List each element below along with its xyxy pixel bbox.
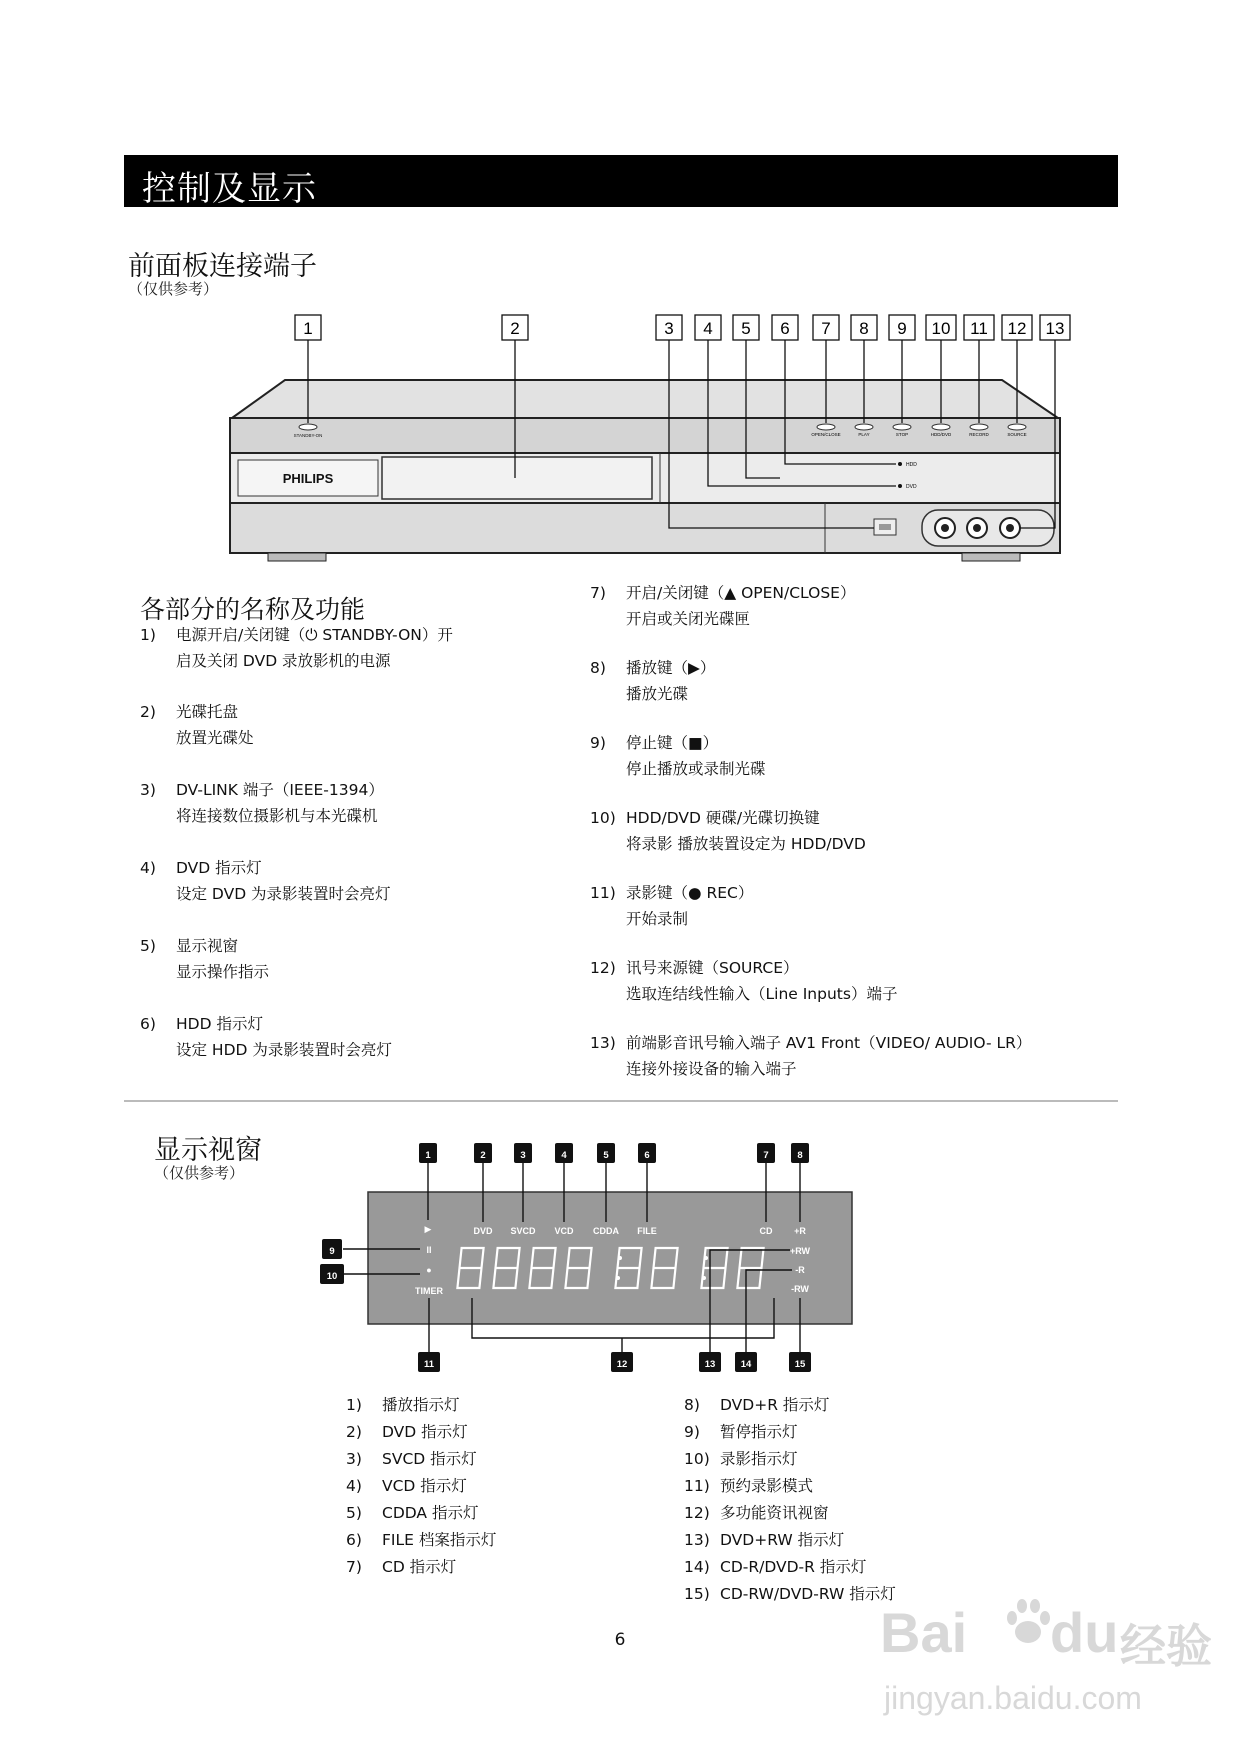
legend-text: CDDA 指示灯 (382, 1504, 479, 1522)
callout-boxes (295, 315, 1070, 340)
legend-num: 11) (684, 1477, 710, 1495)
legend-text: VCD 指示灯 (382, 1477, 467, 1495)
legend-num: 1) (346, 1396, 362, 1414)
dw-num-8: 8 (797, 1150, 803, 1161)
colon-dot-4 (702, 1276, 706, 1280)
dw-num-6: 6 (644, 1150, 650, 1161)
part-item-7 (590, 580, 855, 632)
dw-num-11: 11 (423, 1359, 435, 1370)
callout-num-9: 9 (897, 319, 907, 338)
colon-dot-2 (616, 1276, 620, 1280)
part-name: 停止键（■） (626, 734, 719, 752)
svcd-indicator: SVCD (510, 1226, 536, 1236)
pause-indicator-icon: II (426, 1245, 432, 1255)
disc-tray (382, 457, 652, 499)
legend-text: CD 指示灯 (382, 1558, 457, 1576)
display-window-subtitle: （仅供参考） (154, 1164, 245, 1182)
part-num: 12) (590, 959, 616, 977)
cd-indicator: CD (759, 1226, 773, 1236)
part-num: 6) (140, 1015, 156, 1033)
part-name: HDD/DVD 硬碟/光碟切换键 (626, 809, 820, 827)
brand-text: PHILIPS (282, 471, 334, 486)
legend-text: CD-R/DVD-R 指示灯 (720, 1558, 867, 1576)
legend-item-11 (684, 1473, 1004, 1500)
part-num: 4) (140, 859, 156, 877)
legend-text: DVD+R 指示灯 (720, 1396, 830, 1414)
part-desc: 显示操作指示 (176, 963, 270, 981)
display-panel (368, 1192, 852, 1324)
front-panel-subtitle: （仅供参考） (128, 280, 219, 298)
callout-num-8: 8 (859, 319, 869, 338)
play-indicator-icon: ▶ (424, 1224, 432, 1234)
part-desc: 连接外接设备的输入端子 (626, 1060, 797, 1078)
callout-num-3: 3 (664, 319, 674, 338)
part-desc: 播放光碟 (626, 685, 689, 703)
callout-num-6: 6 (780, 319, 790, 338)
legend-item-2 (346, 1419, 646, 1446)
stop-button (893, 424, 911, 430)
part-item-1 (140, 622, 453, 674)
dvd-led-label: DVD (906, 484, 917, 490)
dvd-led (898, 484, 902, 488)
legend-text: 暂停指示灯 (720, 1423, 798, 1441)
legend-text: 多功能资讯视窗 (720, 1504, 829, 1522)
part-desc: 开启或关闭光碟匣 (626, 610, 751, 628)
source-button (1008, 424, 1026, 430)
open-close-label: OPEN/CLOSE (811, 432, 841, 437)
plus-r-indicator: +R (794, 1226, 806, 1236)
part-item-13 (590, 1030, 1031, 1082)
play-button (855, 424, 873, 430)
part-num: 3) (140, 781, 156, 799)
standby-button (299, 424, 317, 430)
legend-item-8 (684, 1392, 1004, 1419)
page-number: 6 (614, 1630, 626, 1650)
dw-num-5: 5 (603, 1150, 609, 1161)
legend-num: 12) (684, 1504, 710, 1522)
part-desc: 开始录制 (626, 910, 689, 928)
display-window-diagram (0, 1130, 1240, 1380)
legend-item-13 (684, 1527, 1004, 1554)
part-desc: 选取连结线性输入（Line Inputs）端子 (626, 985, 898, 1003)
watermark-brand2: du (1050, 1601, 1119, 1664)
legend-text: 录影指示灯 (720, 1450, 798, 1468)
legend-item-1 (346, 1392, 646, 1419)
dw-num-14: 14 (740, 1359, 752, 1370)
source-label: SOURCE (1007, 432, 1027, 437)
part-desc: 将录影 播放装置设定为 HDD/DVD (626, 835, 866, 853)
front-panel-title: 前面板连接端子 (128, 251, 317, 282)
part-item-4 (140, 855, 391, 907)
legend-text: CD-RW/DVD-RW 指示灯 (720, 1585, 896, 1603)
part-num: 13) (590, 1034, 616, 1052)
cdda-indicator: CDDA (593, 1226, 619, 1236)
part-name: 录影键（● REC） (626, 884, 754, 902)
foot-right (962, 553, 1020, 561)
callout-num-10: 10 (931, 319, 951, 338)
dw-num-4: 4 (561, 1150, 567, 1161)
stop-label: STOP (895, 432, 909, 437)
legend-num: 6) (346, 1531, 362, 1549)
callout-num-11: 11 (970, 319, 988, 338)
part-item-11 (590, 880, 753, 932)
callout-num-12: 12 (1007, 319, 1027, 338)
part-num: 1) (140, 626, 156, 644)
dvd-indicator: DVD (473, 1226, 493, 1236)
dw-num-10: 10 (326, 1271, 338, 1282)
part-name: 播放键（▶） (626, 659, 716, 677)
audio-r-jack-center (1006, 524, 1014, 532)
timer-indicator: TIMER (415, 1286, 443, 1296)
legend-num: 15) (684, 1585, 710, 1603)
display-legend-right (684, 1392, 1004, 1608)
paw-icon (998, 1592, 1058, 1652)
minus-rw-indicator: -RW (791, 1284, 809, 1294)
dw-num-12: 12 (616, 1359, 628, 1370)
legend-item-9 (684, 1419, 1004, 1446)
record-button (970, 424, 988, 430)
part-desc: 停止播放或录制光碟 (626, 760, 766, 778)
audio-l-jack-center (973, 524, 981, 532)
plus-rw-indicator: +RW (789, 1246, 811, 1256)
part-name: 显示视窗 (176, 937, 239, 955)
part-name: 电源开启/关闭键（⏻ STANDBY-ON）开 (176, 626, 453, 644)
legend-num: 7) (346, 1558, 362, 1576)
legend-item-6 (346, 1527, 646, 1554)
part-num: 8) (590, 659, 606, 677)
legend-num: 13) (684, 1531, 710, 1549)
callout-num-4: 4 (703, 319, 713, 338)
part-name: HDD 指示灯 (176, 1015, 263, 1033)
legend-text: FILE 档案指示灯 (382, 1531, 497, 1549)
watermark-cn: 经验 (1120, 1620, 1212, 1672)
record-label: RECORD (969, 432, 989, 437)
hdd-dvd-label: HDD/DVD (930, 432, 952, 437)
part-name: DVD 指示灯 (176, 859, 262, 877)
callout-num-1: 1 (303, 319, 313, 338)
watermark-brand: Bai (880, 1601, 968, 1664)
callout-num-2: 2 (510, 319, 520, 338)
legend-text: DVD 指示灯 (382, 1423, 468, 1441)
part-name: 前端影音讯号输入端子 AV1 Front（VIDEO/ AUDIO- LR） (626, 1034, 1032, 1052)
dw-num-2: 2 (480, 1150, 486, 1161)
section-divider (124, 1100, 1118, 1102)
part-item-6 (140, 1011, 392, 1063)
part-item-9 (590, 730, 766, 782)
parts-title: 各部分的名称及功能 (140, 595, 366, 624)
part-desc: 将连接数位摄影机与本光碟机 (176, 807, 378, 825)
hdd-dvd-button (932, 424, 950, 430)
part-name: 讯号来源键（SOURCE） (626, 959, 799, 977)
legend-item-4 (346, 1473, 646, 1500)
video-jack-center (941, 524, 949, 532)
foot-left (268, 553, 326, 561)
callout-num-13: 13 (1045, 319, 1065, 338)
section-banner (124, 155, 1118, 207)
banner-title: 控制及显示 (142, 169, 317, 209)
part-num: 11) (590, 884, 616, 902)
part-name: 开启/关闭键（▲ OPEN/CLOSE） (626, 584, 856, 602)
part-name: DV-LINK 端子（IEEE-1394） (176, 781, 384, 799)
part-num: 9) (590, 734, 606, 752)
av-jacks (935, 518, 1020, 538)
legend-num: 8) (684, 1396, 700, 1414)
legend-item-3 (346, 1446, 646, 1473)
legend-item-12 (684, 1500, 1004, 1527)
part-num: 7) (590, 584, 606, 602)
file-indicator: FILE (637, 1226, 657, 1236)
legend-text: DVD+RW 指示灯 (720, 1531, 845, 1549)
part-item-8 (590, 655, 715, 707)
device-top (232, 380, 1058, 418)
legend-text: 预约录影模式 (720, 1477, 814, 1495)
legend-text: SVCD 指示灯 (382, 1450, 477, 1468)
legend-item-10 (684, 1446, 1004, 1473)
dw-num-13: 13 (704, 1359, 716, 1370)
legend-item-5 (346, 1500, 646, 1527)
part-name: 光碟托盘 (176, 703, 239, 721)
colon-dot-3 (704, 1256, 708, 1260)
hdd-led-label: HDD (906, 462, 917, 468)
baidu-watermark (880, 1592, 1220, 1742)
part-desc: 启及关闭 DVD 录放影机的电源 (176, 652, 391, 670)
legend-item-14 (684, 1554, 1004, 1581)
hdd-led (898, 462, 902, 466)
rec-indicator-icon: ● (426, 1265, 432, 1275)
legend-num: 5) (346, 1504, 362, 1522)
part-item-2 (140, 699, 254, 751)
part-item-5 (140, 933, 269, 985)
part-item-10 (590, 805, 866, 857)
callout-num-5: 5 (741, 319, 751, 338)
legend-num: 10) (684, 1450, 710, 1468)
play-label: PLAY (858, 432, 870, 437)
legend-num: 9) (684, 1423, 700, 1441)
watermark-url: jingyan.baidu.com (884, 1680, 1142, 1716)
display-legend-left (346, 1392, 646, 1581)
part-item-3 (140, 777, 384, 829)
part-item-12 (590, 955, 897, 1007)
dw-num-15: 15 (794, 1359, 806, 1370)
dw-num-9: 9 (329, 1246, 335, 1257)
standby-label: STANDBY-ON (293, 433, 323, 438)
dw-num-1: 1 (425, 1150, 431, 1161)
legend-num: 3) (346, 1450, 362, 1468)
part-num: 10) (590, 809, 616, 827)
legend-num: 14) (684, 1558, 710, 1576)
part-num: 5) (140, 937, 156, 955)
display-window-title: 显示视窗 (154, 1135, 262, 1166)
colon-dot-1 (618, 1256, 622, 1260)
callout-num-7: 7 (821, 319, 831, 338)
legend-num: 2) (346, 1423, 362, 1441)
legend-item-7 (346, 1554, 646, 1581)
legend-num: 4) (346, 1477, 362, 1495)
vcd-indicator: VCD (554, 1226, 574, 1236)
minus-r-indicator: -R (795, 1265, 805, 1275)
legend-text: 播放指示灯 (382, 1396, 460, 1414)
dv-link-port-inner (879, 524, 891, 530)
dw-num-7: 7 (763, 1150, 769, 1161)
front-panel-diagram (0, 300, 1240, 580)
dw-num-3: 3 (520, 1150, 526, 1161)
part-desc: 设定 DVD 为录影装置时会亮灯 (176, 885, 391, 903)
part-num: 2) (140, 703, 156, 721)
part-desc: 放置光碟处 (176, 729, 254, 747)
part-desc: 设定 HDD 为录影装置时会亮灯 (176, 1041, 392, 1059)
open-close-button (817, 424, 835, 430)
